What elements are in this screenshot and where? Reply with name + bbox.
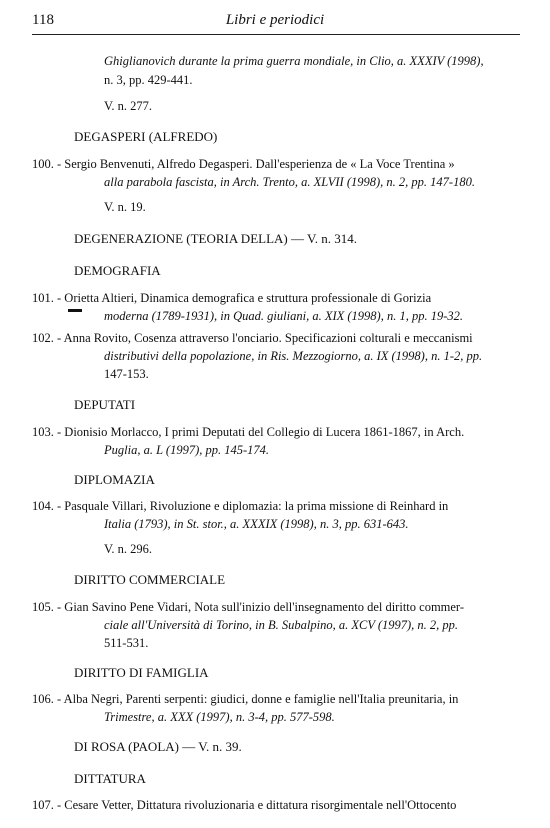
ink-mark: [68, 309, 82, 312]
entry-line: 104. - Pasquale Villari, Rivoluzione e diplomazia: la prima missione di Reinhard in: [32, 499, 449, 513]
entry-line: 103. - Dionisio Morlacco, I primi Deputati del Collegio di Lucera 1861-1867, in Arch.: [32, 425, 465, 439]
entry-line: Italia (1793), in St. stor., a. XXXIX (1998), n. 3, pp. 631-643.: [104, 517, 409, 531]
subject-heading: DIRITTO COMMERCIALE: [74, 572, 226, 587]
entry-line: 105. - Gian Savino Pene Vidari, Nota sull'inizio dell'insegnamento del diritto commer-: [32, 600, 465, 614]
subject-heading: DEMOGRAFIA: [74, 263, 161, 278]
entry-line: distributivi della popolazione, in Ris. Mezzogiorno, a. IX (1998), n. 1-2, pp.: [104, 349, 483, 363]
see-reference: V. n. 296.: [104, 542, 153, 556]
subject-heading: DIPLOMAZIA: [74, 472, 155, 487]
entry-line: 101. - Orietta Altieri, Dinamica demografica e struttura professionale di Gorizia: [32, 291, 432, 305]
running-title: Libri e periodici: [225, 12, 325, 28]
subject-heading: DEPUTATI: [74, 397, 136, 412]
header-rule: [32, 34, 520, 35]
subject-heading: DI ROSA (PAOLA) — V. n. 39.: [74, 739, 242, 754]
entry-line: 107. - Cesare Vetter, Dittatura rivoluzionaria e dittatura risorgimentale nell'Ottocento: [32, 798, 457, 812]
subject-heading: DITTATURA: [74, 771, 146, 786]
entry-line: 511-531.: [104, 636, 149, 650]
entry-line: moderna (1789-1931), in Quad. giuliani, a. XIX (1998), n. 1, pp. 19-32.: [104, 309, 463, 323]
entry-line: 100. - Sergio Benvenuti, Alfredo Degasperi. Dall'esperienza de « La Voce Trentina »: [32, 157, 455, 171]
entry-line: ciale all'Università di Torino, in B. Subalpino, a. XCV (1997), n. 2, pp.: [104, 618, 459, 632]
page-number: 118: [32, 12, 54, 28]
subject-heading: DEGENERAZIONE (TEORIA DELLA) — V. n. 314.: [74, 231, 357, 246]
subject-heading: DEGASPERI (ALFREDO): [74, 129, 218, 144]
text-line: n. 3, pp. 429-441.: [104, 73, 193, 87]
text-line: Ghiglianovich durante la prima guerra mondiale, in Clio, a. XXXIV (1998),: [104, 54, 484, 68]
entry-line: 106. - Alba Negri, Parenti serpenti: giudici, donne e famiglie nell'Italia preunitaria, in: [32, 692, 459, 706]
entry-line: alla parabola fascista, in Arch. Trento, a. XLVII (1998), n. 2, pp. 147-180.: [104, 175, 475, 189]
subject-heading: DIRITTO DI FAMIGLIA: [74, 665, 209, 680]
entry-line: 147-153.: [104, 367, 149, 381]
entry-line: Puglia, a. L (1997), pp. 145-174.: [104, 443, 270, 457]
entry-line: Trimestre, a. XXX (1997), n. 3-4, pp. 577-598.: [104, 710, 335, 724]
see-reference: V. n. 19.: [104, 200, 146, 214]
see-reference: V. n. 277.: [104, 99, 153, 113]
entry-line: 102. - Anna Rovito, Cosenza attraverso l'onciario. Specificazioni colturali e meccanismi: [32, 331, 473, 345]
